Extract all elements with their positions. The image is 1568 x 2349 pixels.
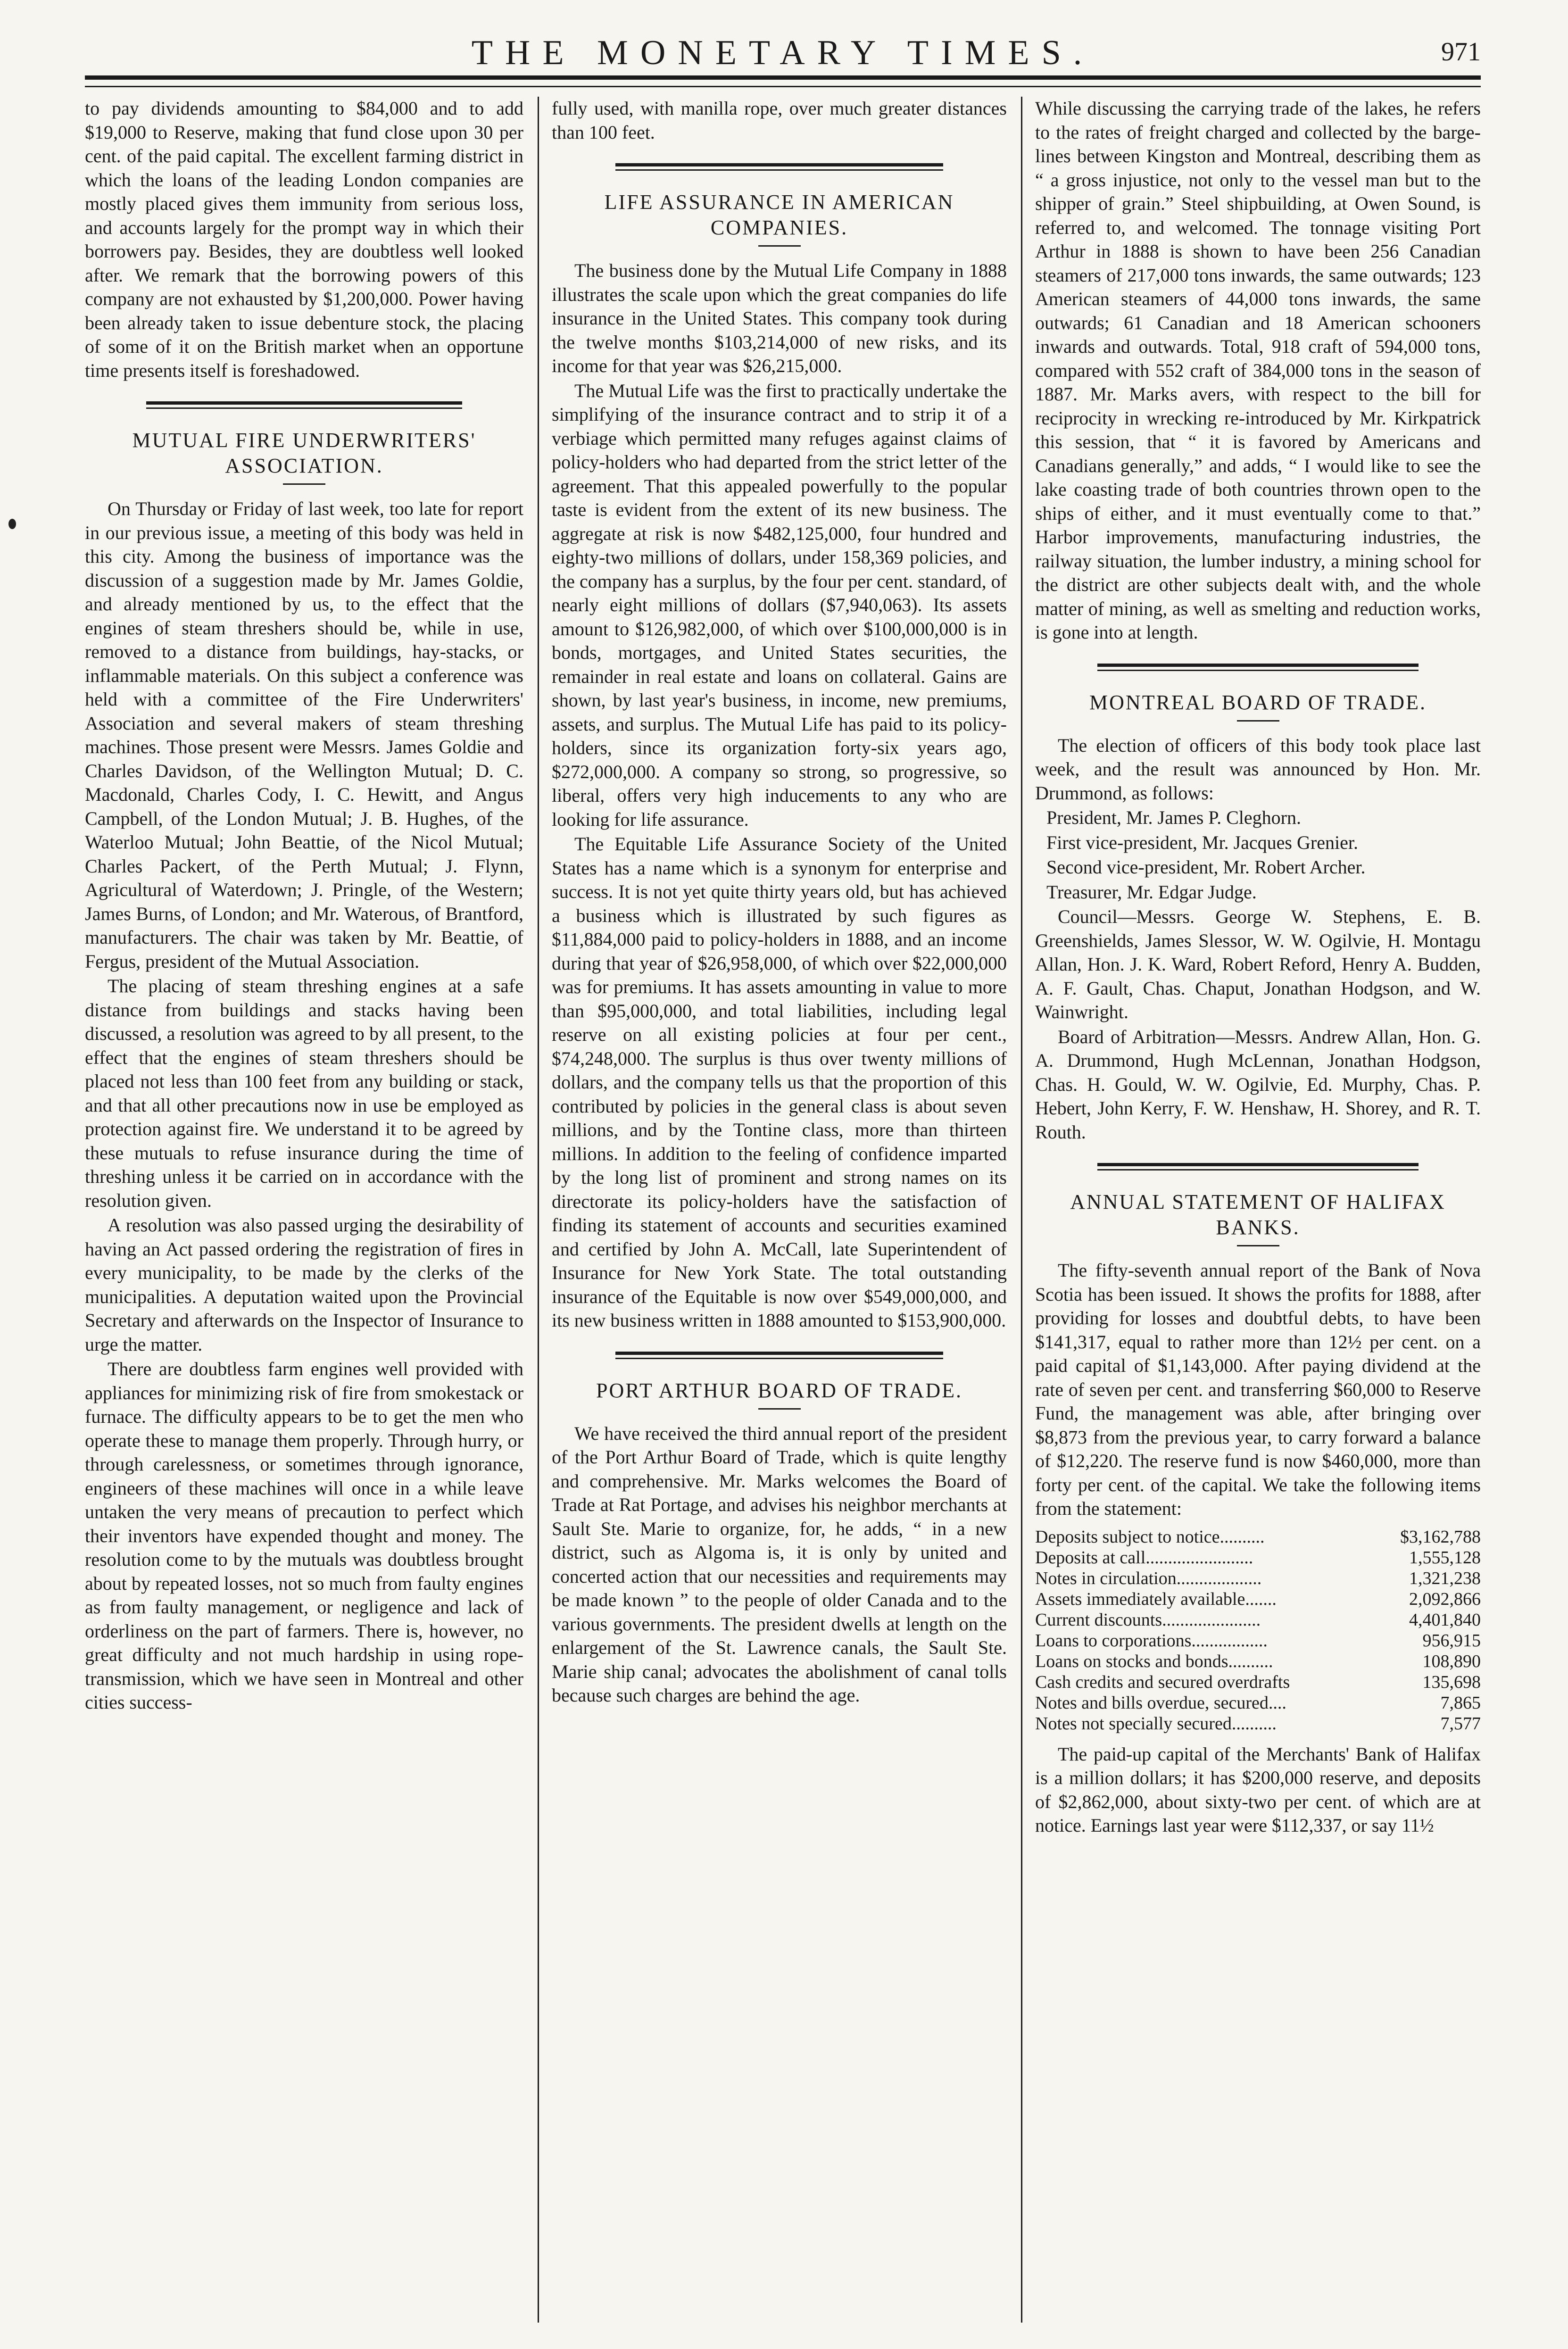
statement-row [1035, 1693, 1481, 1713]
heading-dash [758, 1408, 801, 1410]
heading-life-assurance: LIFE ASSURANCE IN AMERICAN COMPANIES. [604, 191, 954, 239]
statement-row [1035, 1630, 1481, 1651]
paragraph: The fifty-seventh annual report of the Bank of Nova Scotia has been issued. It shows the profits for 1888, after providing for losses and doubtful debts, to have been $141,317, equal to rather more than 12½ per cent. on a paid capital of $1,143,000. After paying dividend at the rate of seven per cent. and transferring $60,000 to Reserve Fund, the management was able, after bringing over $8,873 from the previous year, to carry forward a balance of $12,220. The reserve fund is now $460,000, more than forty per cent. of the capital. We take the following items from the statement: [1035, 1260, 1481, 1519]
statement-label: Notes and bills overdue, secured.... [1035, 1693, 1286, 1713]
statement-value: 108,890 [1422, 1651, 1481, 1671]
statement-row [1035, 1547, 1481, 1568]
heading-port-arthur: PORT ARTHUR BOARD OF TRADE. [596, 1378, 962, 1402]
officer-line: President, Mr. James P. Cleghorn. [1046, 807, 1301, 828]
page-number: 971 [1441, 37, 1481, 66]
section-separator [1097, 1163, 1418, 1170]
statement-value: 1,555,128 [1409, 1547, 1481, 1568]
statement-row [1035, 1651, 1481, 1672]
statement-value: 2,092,866 [1409, 1589, 1481, 1609]
paragraph: The Equitable Life Assurance Society of the United States has a name which is a synonym for enterprise and success. It is not yet quite thirty years old, but has achieved a business which is illustrated by such figures as $11,884,000 paid to policy-holders in 1888, and an income during that year of $26,958,000, of which over $22,000,000 was for premiums. It has assets amounting in value to more than $95,000,000, and total liabilities, including legal reserve on all existing policies at four per cent., $74,248,000. The surplus is thus over twenty millions of dollars, and the company tells us that the proportion of this contributed by policies in the general class is about seven millions, and by the Tontine class, more than thirteen millions. In addition to the feeling of confidence imparted by the long list of prominent and strong names on its directorate its policy-holders have the satisfaction of finding its statement of accounts and securities examined and certified by John A. McCall, late Superintendent of Insurance for New York State. The total outstanding insurance of the Equitable is now over $549,000,000, and its new business written in 1888 amounted to $153,900,000. [552, 833, 1007, 1331]
header-rule-thin [85, 86, 1481, 87]
column-3 [1035, 97, 1481, 2323]
paragraph: The business done by the Mutual Life Company in 1888 illustrates the scale upon which the great companies do life insurance in the United States. This company took during the twelve months $103,214,000 of new risks, and its income for that year was $26,215,000. [552, 260, 1007, 376]
paragraph: On Thursday or Friday of last week, too late for report in our previous issue, a meeting of this body was held in this city. Among the business of importance was the discussion of a suggestion made by Mr. James Goldie, and already mentioned by us, to the effect that the engines of steam threshers should be, while in use, removed to a distance from buildings, hay-stacks, or inflammable materials. On this subject a conference was held with a committee of the Fire Underwriters' Association and several makers of steam threshing machines. Those present were Messrs. James Goldie and Charles Davidson, of the Wellington Mutual; D. C. Macdonald, Charles Cody, I. C. Hewitt, and Angus Campbell, of the London Mutual; J. B. Hughes, of the Waterloo Mutual; John Beattie, of the Nicol Mutual; Charles Packert, of the Perth Mutual; J. Flynn, Agricultural of Waterdown; J. Pringle, of the Western; James Burns, of London; and Mr. Waterous, of Brantford, manufacturers. The chair was taken by Mr. Beattie, of Fergus, president of the Mutual Association. [85, 498, 523, 972]
statement-label: Current discounts...................... [1035, 1610, 1261, 1630]
statement-value: 1,321,238 [1409, 1568, 1481, 1588]
statement-value: 135,698 [1422, 1672, 1481, 1692]
officer-line: Second vice-president, Mr. Robert Archer. [1046, 856, 1366, 878]
section-separator [615, 163, 943, 171]
article-columns [85, 97, 1481, 2323]
heading-mutual-fire-underwriters: MUTUAL FIRE UNDERWRITERS' ASSOCIATION. [132, 429, 476, 477]
statement-row [1035, 1672, 1481, 1693]
statement-row [1035, 1589, 1481, 1610]
statement-row [1035, 1713, 1481, 1734]
continued-paragraph: While discussing the carrying trade of the lakes, he refers to the rates of freight charged and collected by the barge-lines between Kingston and Montreal, describing them as “ a gross injustice, not only to the vessel man but to the shipper of grain.” Steel shipbuilding, at Owen Sound, is referred to, and welcomed. The tonnage visiting Port Arthur in 1888 is shown to have been 256 Canadian steamers of 217,000 tons inwards, the same outwards; 123 American steamers of 44,000 tons inwards, the same outwards; 61 Canadian and 18 American schooners inwards and outwards. Total, 918 craft of 594,000 tons, compared with 552 craft of 384,000 tons in the season of 1887. Mr. Marks avers, with respect to the bill for reciprocity in wrecking re-introduced by Mr. Kirkpatrick this session, that “ it is favored by Americans and Canadians generally,” and adds, “ I would like to see the lake coasting trade of both countries thrown open to the ships of either, and it must eventually come to that.” Harbor improvements, manufacturing industries, the railway situation, the lumber industry, a mining school for the district are other subjects dealt with, and the whole matter of mining, as well as smelting and reduction works, is gone into at length. [1035, 98, 1481, 643]
column-2 [552, 97, 1007, 2323]
statement-label: Cash credits and secured overdrafts [1035, 1672, 1290, 1692]
column-divider [538, 97, 539, 2323]
statement-value: 7,577 [1440, 1713, 1481, 1734]
paragraph: The election of officers of this body took place last week, and the result was announced by Hon. Mr. Drummond, as follows: [1035, 734, 1481, 804]
statement-label: Loans on stocks and bonds.......... [1035, 1651, 1273, 1671]
paragraph: Board of Arbitration—Messrs. Andrew Allan, Hon. G. A. Drummond, Hugh McLennan, Jonathan Hodgson, Chas. H. Gould, W. W. Ogilvie, Ed. Murphy, Chas. P. Hebert, John Kerry, F. W. Henshaw, H. Shorey, and R. T. Routh. [1035, 1026, 1481, 1143]
header-rule-thick [85, 75, 1481, 80]
column-1 [85, 97, 523, 2323]
heading-dash [1237, 720, 1279, 722]
statement-label: Notes in circulation................... [1035, 1568, 1262, 1588]
section-separator [615, 1352, 943, 1359]
statement-label: Deposits at call........................ [1035, 1547, 1253, 1568]
section-separator [146, 401, 462, 409]
paragraph: There are doubtless farm engines well provided with appliances for minimizing risk of fire from smokestack or furnace. The difficulty appears to be to get the men who operate these to manage them properly. Through hurry, or through carelessness, or sometimes through ignorance, engineers of these machines will once in a while leave untaken the very means of precaution to perfect which their inventors have expended thought and money. The resolution come to by the mutuals was doubtless brought about by repeated losses, not so much from faulty engines as from faulty management, or negligence and lack of orderliness on the part of farmers. There is, however, no great difficulty and not much hardship in using rope-transmission, which we have seen in Montreal and other cities success- [85, 1358, 523, 1713]
paragraph: We have received the third annual report of the president of the Port Arthur Board of Trade, which is quite lengthy and comprehensive. Mr. Marks welcomes the Board of Trade at Rat Portage, and advises his neighbor merchants at Sault Ste. Marie to organize, for, he adds, “ in a new district, such as Algoma is, it is only by united and concerted action that our necessities and requirements may be made known ” to the people of older Canada and to the various governments. The president dwells at length on the enlargement of the St. Lawrence canals, the Sault Ste. Marie ship canal; advocates the abolishment of canal tolls because such charges are behind the age. [552, 1422, 1007, 1706]
statement-row [1035, 1568, 1481, 1589]
paragraph: A resolution was also passed urging the desirability of having an Act passed ordering the registration of fires in every municipality, to be made by the clerks of the municipalities. A deputation waited upon the Provincial Secretary and afterwards on the Inspector of Insurance to urge the matter. [85, 1214, 523, 1355]
statement-label: Assets immediately available....... [1035, 1589, 1277, 1609]
paragraph: The placing of steam threshing engines at a safe distance from buildings and stacks having been discussed, a resolution was agreed to by all present, to the effect that the engines of steam threshers should be placed not less than 100 feet from any building or stack, and that all other precautions now in use be employed as protection against fire. We understand it to be agreed by these mutuals to refuse insurance during the time of threshing unless it be carried on in accordance with the resolution given. [85, 975, 523, 1211]
heading-montreal-board: MONTREAL BOARD OF TRADE. [1089, 690, 1427, 714]
paragraph: Council—Messrs. George W. Stephens, E. B. Greenshields, James Slessor, W. W. Ogilvie, H. Montagu Allan, Hon. J. K. Ward, Robert Reford, Henry A. Budden, A. F. Gault, Chas. Chaput, Jonathan Hodgson, and W. Wainwright. [1035, 906, 1481, 1022]
statement-value: 4,401,840 [1409, 1610, 1481, 1630]
margin-ink-mark [8, 519, 16, 529]
bank-statement-table [1035, 1527, 1481, 1734]
statement-value: 956,915 [1422, 1630, 1481, 1651]
continued-paragraph: fully used, with manilla rope, over much greater distances than 100 feet. [552, 98, 1007, 143]
statement-value: 7,865 [1440, 1693, 1481, 1713]
masthead: THE MONETARY TIMES. [471, 33, 1095, 72]
continued-paragraph: to pay dividends amounting to $84,000 and to add $19,000 to Reserve, making that fund close upon 30 per cent. of the paid capital. The excellent farming district in which the loans of the leading London companies are mostly placed gives them immunity from serious loss, and accounts largely for the prompt way in which their borrowers pay. Besides, they are doubtless well looked after. We remark that the borrowing powers of this company are not exhausted by $1,200,000. Power having been already taken to issue debenture stock, the placing of some of it on the British market when an opportune time presents itself is foreshadowed. [85, 98, 523, 381]
statement-row [1035, 1610, 1481, 1630]
heading-dash [1237, 1245, 1279, 1246]
heading-dash [758, 245, 801, 247]
statement-label: Loans to corporations................. [1035, 1630, 1268, 1651]
statement-value: $3,162,788 [1400, 1527, 1481, 1547]
officer-line: Treasurer, Mr. Edgar Judge. [1046, 881, 1257, 903]
section-separator [1097, 664, 1418, 671]
heading-dash [283, 483, 325, 485]
paragraph: The Mutual Life was the first to practically undertake the simplifying of the insurance contract and to strip it of a verbiage which permitted many refuges against claims of policy-holders who had departed from the strict letter of the agreement. That this appealed powerfully to the popular taste is evident from the extent of its new business. The aggregate at risk is now $482,125,000, four hundred and eighty-two millions of dollars, under 158,369 policies, and the company has a surplus, by the four per cent. standard, of nearly eight millions of dollars ($7,940,063). Its assets amount to $126,982,000, of which over $100,000,000 is in bonds, mortgages, and United States securities, the remainder in real estate and loans on collateral. Gains are shown, by last year's business, in income, new premiums, assets, and surplus. The Mutual Life has paid to its policy-holders, since its organization forty-six years ago, $272,000,000. A company so strong, so progressive, so liberal, offers very high inducements to any who are looking for life assurance. [552, 380, 1007, 830]
paragraph: The paid-up capital of the Merchants' Bank of Halifax is a million dollars; it has $200,000 reserve, and deposits of $2,862,000, about sixty-two per cent. of which are at notice. Earnings last year were $112,337, or say 11½ [1035, 1743, 1481, 1836]
heading-halifax-banks: ANNUAL STATEMENT OF HALIFAX BANKS. [1070, 1190, 1446, 1239]
statement-row [1035, 1527, 1481, 1547]
officer-line: First vice-president, Mr. Jacques Grenier. [1046, 831, 1358, 853]
column-divider [1021, 97, 1022, 2323]
statement-label: Notes not specially secured.......... [1035, 1713, 1277, 1734]
statement-label: Deposits subject to notice.......... [1035, 1527, 1265, 1547]
